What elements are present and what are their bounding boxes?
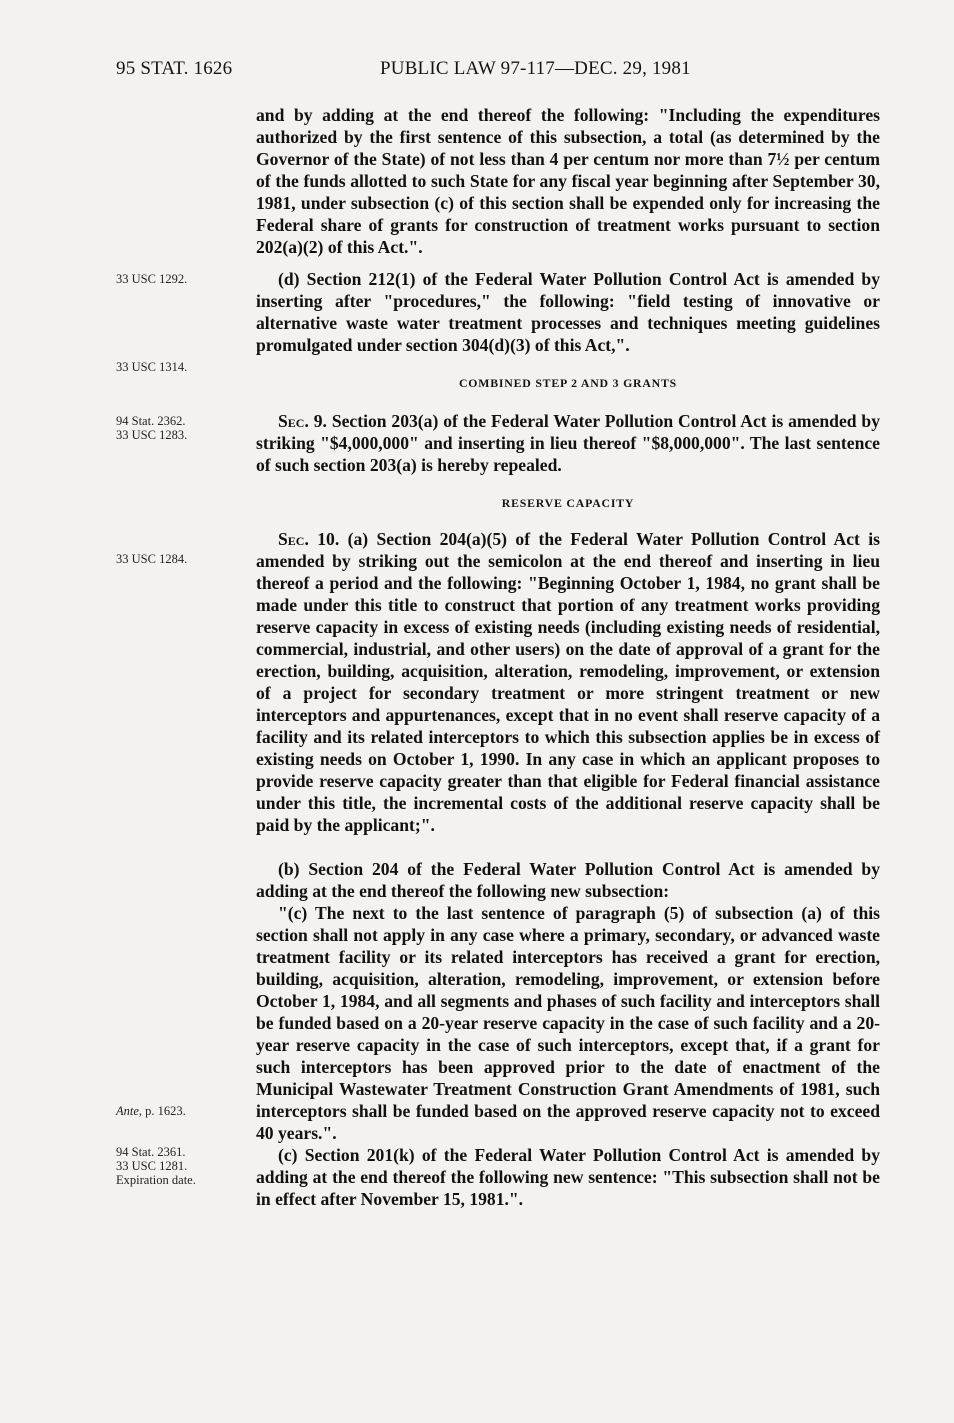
margin-note-usc-1314: 33 USC 1314. [116,360,188,374]
paragraph-sec-10c: (c) Section 201(k) of the Federal Water Pollution Control Act is amended by adding at the end thereof the following new sentence: "This subsection shall not be in effect after November 15, 1981.". [256,1145,880,1209]
sec-10-label: Sec. 10. [278,529,340,549]
paragraph-sec-10b: (b) Section 204 of the Federal Water Pollution Control Act is amended by adding at the end thereof the following new subsection: [256,859,880,901]
paragraph-sec-10a: Sec. 10. (a) Section 204(a)(5) of the Federal Water Pollution Control Act is amended by striking out the semicolon at the end thereof and inserting in lieu thereof a period and the following: "Beginning October 1, 1984, no grant shall be made under this title to construct that portion of any treatment works providing reserve capacity in excess of existing needs (including existing needs of residential, commercial, industrial, and other users) on the date of approval of a grant for the erection, building, acquisition, alteration, remodeling, improvement, or extension of a project for secondary treatment or more stringent treatment or new interceptors and appurtenances, except that in no event shall reserve capacity of a facility and its related interceptors to which this subsection applies be in excess of existing needs on October 1, 1990. In any case in which an applicant proposes to provide reserve capacity greater than that eligible for Federal financial assistance under this title, the incremental costs of the additional reserve capacity shall be paid by the applicant;". [256,529,880,835]
margin-note-usc-1284: 33 USC 1284. [116,552,188,566]
stat-page-number: 95 STAT. 1626 [116,58,233,79]
paragraph-sec-9: Sec. 9. Section 203(a) of the Federal Water Pollution Control Act is amended by striking "$4,000,000" and inserting in lieu thereof "$8,000,000". The last sentence of such section 203(a) is hereby repealed. [256,411,880,475]
law-title: PUBLIC LAW 97-117—DEC. 29, 1981 [380,58,691,79]
margin-note-sec-10c: 94 Stat. 2361. 33 USC 1281. Expiration date. [116,1145,196,1187]
margin-note-ante: Ante, p. 1623. [116,1104,186,1118]
margin-note-sec-9: 94 Stat. 2362. 33 USC 1283. [116,414,188,442]
heading-combined-grants: COMBINED STEP 2 AND 3 GRANTS [458,376,678,390]
paragraph-continuation: and by adding at the end thereof the following: "Including the expenditures authorized by the first sentence of this subsection, a total (as determined by the Governor of the State) of not less than 4 per centum nor more than 7½ per centum of the funds allotted to such State for any fiscal year beginning after September 30, 1981, under subsection (c) of this section shall be expended only for increasing the Federal share of grants for construction of treatment works pursuant to section 202(a)(2) of this Act.". [256,105,880,257]
paragraph-subsection-c: "(c) The next to the last sentence of paragraph (5) of subsection (a) of this section shall not apply in any case where a primary, secondary, or advanced waste treatment facility or its related interceptors has received a grant for erection, building, acquisition, alteration, remodeling, improvement, or extension before October 1, 1984, and all segments and phases of such facility and interceptors shall be funded based on a 20-year reserve capacity in the case of such facility and a 20-year reserve capacity in the case of such interceptors, except that, if a grant for such interceptors has been approved prior to the date of enactment of the Municipal Wastewater Treatment Construction Grant Amendments of 1981, such interceptors shall be funded based on the approved reserve capacity not to exceed 40 years.". [256,903,880,1143]
margin-note-usc-1292: 33 USC 1292. [116,272,188,286]
heading-reserve-capacity: RESERVE CAPACITY [501,496,635,510]
ante-italic: Ante, [116,1104,143,1118]
sec-9-label: Sec. 9. [278,411,327,431]
paragraph-section-212: (d) Section 212(1) of the Federal Water Pollution Control Act is amended by inserting after "procedures," the following: "field testing of innovative or alternative waste water treatment processes and techniques meeting guidelines promulgated under section 304(d)(3) of this Act,". [256,269,880,355]
